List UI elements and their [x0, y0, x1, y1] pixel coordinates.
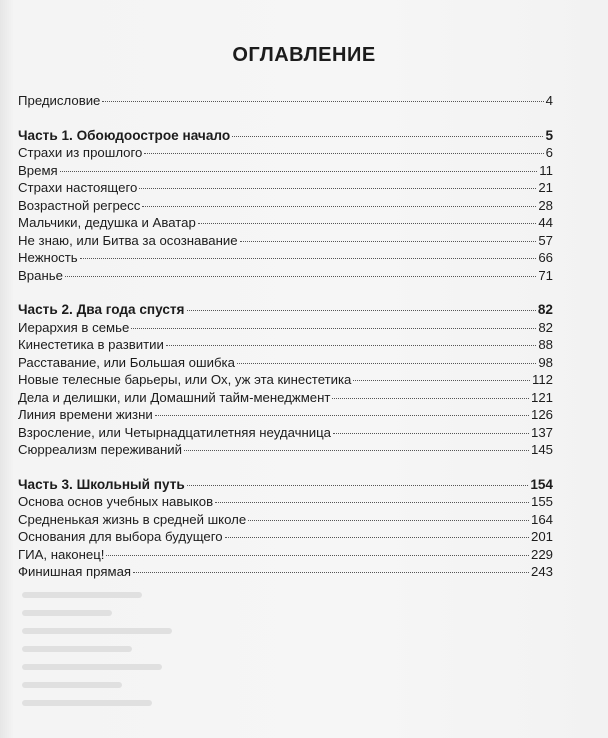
toc-entry-page: 44	[538, 215, 553, 230]
toc-entry-page: 112	[531, 372, 553, 387]
toc-entry[interactable]	[18, 319, 553, 337]
toc-entry[interactable]	[18, 179, 553, 197]
toc-entry-page: 5	[545, 127, 553, 143]
toc-entry-page: 145	[530, 442, 553, 457]
table-of-contents	[18, 92, 553, 581]
dot-leader	[139, 188, 536, 189]
toc-entry-title: Основа основ учебных навыков	[18, 494, 214, 509]
toc-entry-title: Кинестетика в развитии	[18, 337, 164, 352]
toc-entry-page: 11	[539, 162, 553, 178]
section-spacer	[18, 459, 553, 476]
toc-entry[interactable]	[18, 144, 553, 162]
toc-entry-page: 4	[545, 93, 553, 108]
toc-entry-page: 6	[545, 145, 553, 160]
section-spacer	[18, 284, 553, 301]
dot-leader	[215, 502, 529, 503]
toc-entry-page: 121	[530, 389, 553, 405]
dot-leader	[65, 276, 536, 277]
toc-entry-page: 137	[530, 424, 553, 440]
dot-leader	[80, 258, 537, 259]
toc-entry-title: Взросление, или Четырнадцатилетняя неудачница	[18, 424, 332, 440]
toc-entry-page: 243	[530, 564, 553, 579]
toc-entry[interactable]	[18, 528, 553, 546]
toc-entry-page: 21	[538, 180, 553, 195]
toc-part-heading[interactable]	[18, 127, 553, 145]
dot-leader	[187, 310, 536, 311]
toc-entry[interactable]	[18, 232, 553, 250]
toc-entry[interactable]	[18, 441, 553, 459]
toc-entry[interactable]	[18, 336, 553, 354]
toc-entry[interactable]	[18, 249, 553, 267]
dot-leader	[166, 345, 536, 346]
toc-entry-title: Нежность	[18, 250, 78, 265]
dot-leader	[131, 328, 536, 329]
toc-entry-title: Страхи настоящего	[18, 180, 138, 195]
toc-entry-title: Иерархия в семье	[18, 319, 130, 335]
dot-leader	[240, 241, 537, 242]
toc-entry[interactable]	[18, 197, 553, 215]
toc-entry[interactable]	[18, 267, 553, 285]
section-spacer	[18, 110, 553, 127]
toc-entry-page: 229	[530, 546, 553, 562]
page-title: ОГЛАВЛЕНИЕ	[232, 44, 376, 66]
toc-entry-page: 57	[538, 232, 553, 248]
toc-entry[interactable]	[18, 546, 553, 564]
toc-part-heading[interactable]	[18, 476, 553, 494]
dot-leader	[155, 415, 529, 416]
dot-leader	[237, 363, 536, 364]
toc-entry-title: Мальчики, дедушка и Аватар	[18, 215, 196, 230]
bleed-through-text	[22, 585, 222, 715]
toc-entry[interactable]	[18, 511, 553, 529]
dot-leader	[144, 153, 543, 154]
dot-leader	[102, 101, 543, 102]
toc-entry-title: Дела и делишки, или Домашний тайм-менеджмент	[18, 389, 331, 405]
dot-leader	[106, 555, 529, 556]
toc-entry-page: 98	[538, 354, 553, 370]
toc-entry[interactable]	[18, 214, 553, 232]
toc-entry-title: Часть 2. Два года спустя	[18, 302, 185, 317]
toc-entry-title: Финишная прямая	[18, 564, 132, 579]
toc-entry[interactable]	[18, 162, 553, 180]
toc-entry-page: 28	[538, 197, 553, 213]
toc-entry-page: 155	[530, 494, 553, 509]
toc-entry-title: ГИА, наконец!	[18, 546, 105, 562]
toc-entry-title: Страхи из прошлого	[18, 145, 143, 160]
toc-entry[interactable]	[18, 424, 553, 442]
toc-entry-preface[interactable]	[18, 92, 553, 110]
toc-entry-title: Вранье	[18, 267, 63, 283]
toc-entry[interactable]	[18, 493, 553, 511]
toc-entry-title: Предисловие	[18, 93, 101, 108]
toc-entry-page: 66	[538, 250, 553, 265]
toc-entry-title: Средненькая жизнь в средней школе	[18, 511, 247, 527]
toc-entry-title: Сюрреализм переживаний	[18, 442, 182, 457]
dot-leader	[248, 520, 529, 521]
dot-leader	[332, 398, 529, 399]
toc-entry-page: 82	[537, 302, 553, 317]
toc-entry[interactable]	[18, 389, 553, 407]
dot-leader	[232, 136, 543, 137]
dot-leader	[187, 485, 529, 486]
dot-leader	[198, 223, 537, 224]
toc-entry-title: Время	[18, 162, 58, 178]
toc-entry-page: 126	[530, 407, 553, 422]
toc-entry[interactable]	[18, 354, 553, 372]
dot-leader	[353, 380, 530, 381]
toc-entry-title: Линия времени жизни	[18, 407, 153, 422]
toc-entry[interactable]	[18, 371, 553, 389]
dot-leader	[184, 450, 529, 451]
toc-parts	[18, 110, 553, 581]
toc-entry-title: Основания для выбора будущего	[18, 529, 223, 544]
toc-part-heading[interactable]	[18, 301, 553, 319]
dot-leader	[133, 572, 529, 573]
toc-entry-page: 154	[530, 476, 553, 492]
toc-entry-title: Новые телесные барьеры, или Ох, уж эта кинестетика	[18, 372, 352, 387]
dot-leader	[225, 537, 529, 538]
dot-leader	[142, 206, 536, 207]
toc-entry-page: 71	[538, 267, 553, 283]
toc-entry[interactable]	[18, 406, 553, 424]
toc-entry-page: 88	[538, 337, 553, 352]
toc-entry-title: Возрастной регресс	[18, 197, 141, 213]
toc-entry-page: 201	[530, 529, 553, 544]
toc-entry-title: Часть 3. Школьный путь	[18, 476, 185, 492]
toc-entry-page: 164	[530, 511, 553, 527]
toc-entry-page: 82	[538, 319, 553, 335]
toc-entry[interactable]	[18, 563, 553, 581]
toc-entry-title: Расставание, или Большая ошибка	[18, 354, 235, 370]
dot-leader	[333, 433, 529, 434]
toc-entry-title: Не знаю, или Битва за осознавание	[18, 232, 238, 248]
dot-leader	[60, 171, 538, 172]
toc-entry-title: Часть 1. Обоюдоострое начало	[18, 127, 231, 143]
